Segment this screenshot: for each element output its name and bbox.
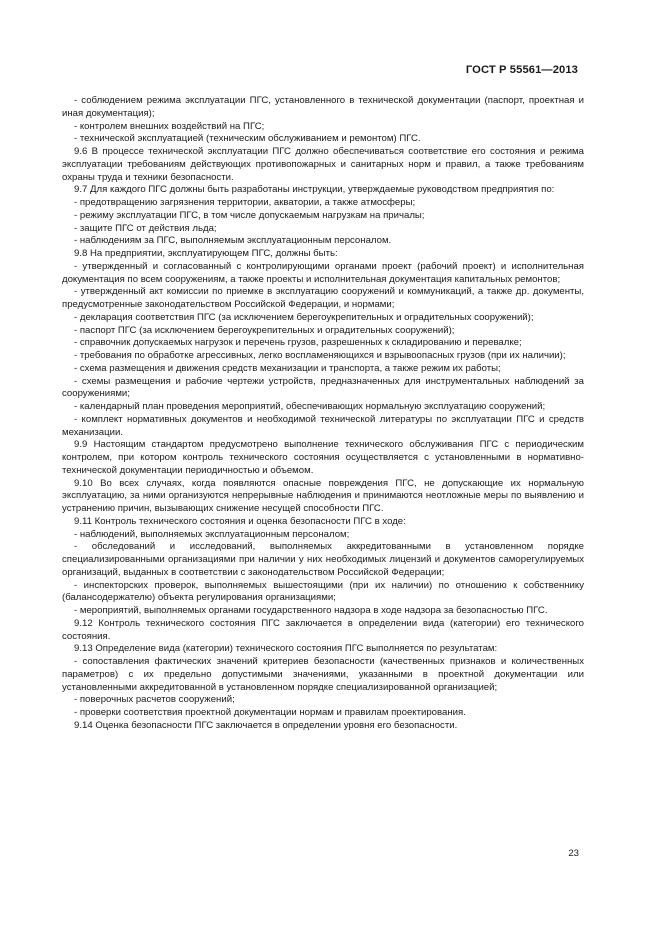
paragraph: 9.9 Настоящим стандартом предусмотрено выполнение технического обслуживания ПГС с периодическим контролем, при котором контроль технического состояния осуществляется с установленными в нормативно-технической документации периодичностью и объемом.: [62, 439, 584, 476]
paragraph: 9.10 Во всех случаях, когда появляются опасные повреждения ПГС, не допускающие их нормальную эксплуатацию, за ними организуются непрерывные наблюдения и принимаются неотложные меры по выявлению и устранению причин, вызывающих снижение несущей способности ПГС.: [62, 477, 584, 514]
paragraph: - календарный план проведения мероприятий, обеспечивающих нормальную эксплуатацию сооружений;: [74, 401, 546, 412]
paragraph: - требования по обработке агрессивных, легко воспламеняющихся и взрывоопасных грузов (при их наличии);: [74, 350, 566, 361]
paragraph: 9.12 Контроль технического состояния ПГС заключается в определении вида (категории) его технического состояния.: [62, 617, 584, 642]
paragraph: - предотвращению загрязнения территории, акватории, а также атмосферы;: [74, 197, 416, 208]
paragraph: - технической эксплуатацией (техническим обслуживанием и ремонтом) ПГС.: [74, 133, 421, 145]
paragraph: - утвержденный и согласованный с контролирующими органами проект (рабочий проект) и исполнительная документация по всем сооружениям, а также проекты и исполнительная документация капитальных ремонтов;: [62, 260, 584, 285]
paragraph: - защите ПГС от действия льда;: [74, 222, 217, 234]
paragraph: - схема размещения и движения средств механизации и транспорта, а также режим их работы;: [74, 362, 501, 374]
page-number: 23: [568, 848, 579, 859]
paragraph: 9.11 Контроль технического состояния и оценка безопасности ПГС в ходе:: [74, 515, 406, 527]
paragraph: 9.8 На предприятии, эксплуатирующем ПГС, должны быть:: [74, 248, 338, 259]
paragraph: 9.6 В процессе технической эксплуатации ПГС должно обеспечиваться соответствие его состояния и режима эксплуатации требованиям действующих противопожарных и санитарных норм и правил, а также требованиям охраны труда и техники безопасности.: [62, 146, 584, 183]
paragraph: - поверочных расчетов сооружений;: [74, 694, 235, 706]
paragraph: - проверки соответствия проектной документации нормам и правилам проектирования.: [74, 707, 466, 718]
paragraph: - соблюдением режима эксплуатации ПГС, установленного в технической документации (паспорт, проектная и иная документация);: [62, 95, 584, 119]
paragraph: - наблюдений, выполняемых эксплуатационным персоналом;: [74, 528, 350, 540]
paragraph: - справочник допускаемых нагрузок и перечень грузов, разрешенных к складированию и перевалке;: [74, 337, 522, 349]
paragraph: 9.7 Для каждого ПГС должны быть разработаны инструкции, утверждаемые руководством предприятия по:: [74, 184, 555, 196]
paragraph: - инспекторских проверок, выполняемых вышестоящими (при их наличии) по отношению к собственнику (балансодержателю) объекта регулирования организациями;: [62, 579, 584, 604]
paragraph: - декларация соответствия ПГС (за исключением берегоукрепительных и оградительных сооружений);: [74, 311, 534, 323]
paragraph: - сопоставления фактических значений критериев безопасности (качественных признаков и количественных параметров) с их предельно допустимыми значениями, указанными в проектной документации или установленными аккредитованной в установленном порядке специализированной организацией;: [62, 656, 584, 693]
paragraph: 9.14 Оценка безопасности ПГС заключается в определении уровня его безопасности.: [74, 719, 458, 731]
paragraph: - режиму эксплуатации ПГС, в том числе допускаемым нагрузкам на причалы;: [74, 209, 425, 221]
paragraph: - утвержденный акт комиссии по приемке в эксплуатацию сооружений и коммуникаций, а также др. документы, предусмотренные законодательством Российской Федерации, и нормами;: [62, 286, 584, 310]
paragraph: - паспорт ПГС (за исключением берегоукрепительных и оградительных сооружений);: [74, 324, 455, 336]
paragraph: - наблюдениям за ПГС, выполняемым эксплуатационным персоналом.: [74, 235, 392, 247]
paragraph: - комплект нормативных документов и необходимой технической литературы по эксплуатации ПГС и средств механизации.: [62, 413, 584, 438]
paragraph: - схемы размещения и рабочие чертежи устройств, предназначенных для инструментальных наблюдений за сооружениями;: [62, 375, 584, 400]
paragraph: - мероприятий, выполняемых органами государственного надзора в ходе надзора за безопасностью ПГС.: [74, 605, 548, 616]
paragraph: - обследований и исследований, выполняемых аккредитованными в установленном порядке специализированными организациями при наличии у них необходимых лицензий и документов саморегулируемых организаций, выданных в соответствии с законодательством Российской Федерации;: [62, 541, 584, 578]
paragraph: 9.13 Определение вида (категории) технического состояния ПГС выполняется по результатам:: [74, 643, 498, 655]
document-header-standard-code: ГОСТ Р 55561—2013: [465, 64, 578, 76]
paragraph: - контролем внешних воздействий на ПГС;: [74, 120, 265, 132]
document-body: [62, 95, 584, 733]
